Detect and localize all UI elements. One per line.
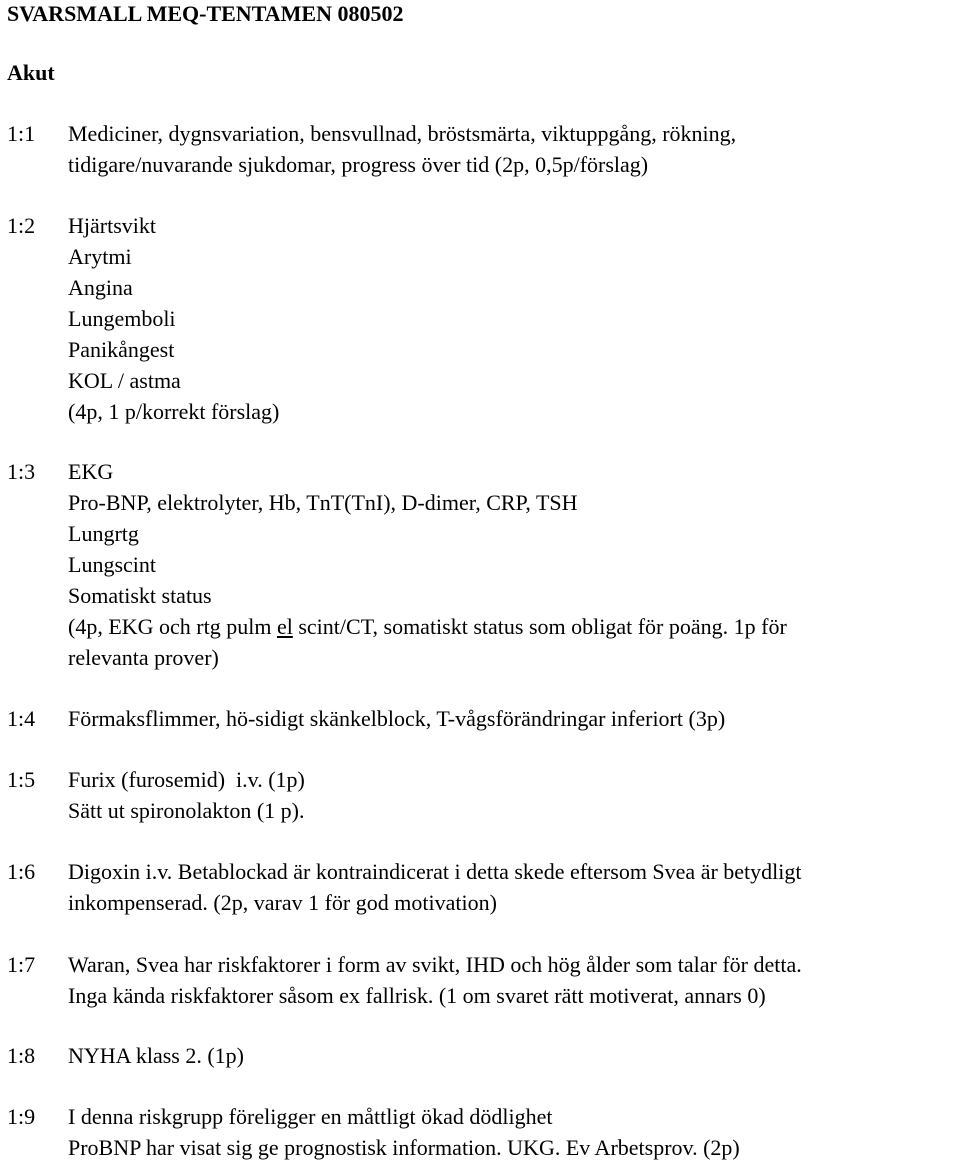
item-text <box>68 1101 960 1163</box>
item-line: inkompenserad. (2p, varav 1 för god motivation) <box>68 890 497 915</box>
item-number: 1:6 <box>7 859 36 884</box>
item-line: Panikångest <box>68 337 175 362</box>
item-number: 1:3 <box>7 459 36 484</box>
item-text <box>68 456 960 673</box>
item-line: Lungemboli <box>68 306 176 331</box>
item-text <box>68 703 960 734</box>
item-line: Inga kända riskfaktorer såsom ex fallrisk. (1 om svaret rätt motiverat, annars 0) <box>68 983 766 1008</box>
underlined-text: el <box>276 614 293 639</box>
document-title: SVARSMALL MEQ-TENTAMEN 080502 <box>7 1 404 26</box>
item-number: 1:9 <box>7 1104 36 1129</box>
item-text <box>68 1040 960 1071</box>
item-line: Furix (furosemid) i.v. (1p) <box>68 767 305 792</box>
item-line: relevanta prover) <box>68 645 219 670</box>
item-line: Somatiskt status <box>68 583 212 608</box>
item-text <box>68 949 960 1011</box>
item-line: Pro-BNP, elektrolyter, Hb, TnT(TnI), D-dimer, CRP, TSH <box>68 490 578 515</box>
item-text <box>68 118 960 180</box>
item-line: Förmaksflimmer, hö-sidigt skänkelblock, T-vågsförändringar inferiort (3p) <box>68 706 726 731</box>
item-line-with-underline <box>68 611 960 642</box>
item-line: Lungrtg <box>68 521 139 546</box>
item-line: Digoxin i.v. Betablockad är kontraindicerat i detta skede eftersom Svea är betydligt <box>68 859 802 884</box>
item-line: Lungscint <box>68 552 156 577</box>
item-text <box>68 856 960 918</box>
item-number: 1:1 <box>7 121 36 146</box>
item-number: 1:4 <box>7 706 36 731</box>
section-heading: Akut <box>7 60 55 85</box>
item-number: 1:7 <box>7 952 36 977</box>
item-line: NYHA klass 2. (1p) <box>68 1043 244 1068</box>
item-number: 1:8 <box>7 1043 36 1068</box>
item-line: Arytmi <box>68 244 132 269</box>
item-line: I denna riskgrupp föreligger en måttligt ökad dödlighet <box>68 1104 553 1129</box>
item-line: Waran, Svea har riskfaktorer i form av svikt, IHD och hög ålder som talar för detta. <box>68 952 802 977</box>
item-text <box>68 210 960 427</box>
item-line: Sätt ut spironolakton (1 p). <box>68 798 305 823</box>
text-fragment: (4p, EKG och rtg pulm <box>68 614 277 639</box>
item-line: tidigare/nuvarande sjukdomar, progress över tid (2p, 0,5p/förslag) <box>68 152 649 177</box>
item-text <box>68 764 960 826</box>
text-fragment: scint/CT, somatiskt status som obligat för poäng. 1p för <box>292 614 787 639</box>
item-line: Hjärtsvikt <box>68 213 156 238</box>
item-line: (4p, 1 p/korrekt förslag) <box>68 399 280 424</box>
item-number: 1:2 <box>7 213 36 238</box>
item-line: KOL / astma <box>68 368 181 393</box>
item-number: 1:5 <box>7 767 36 792</box>
item-line: ProBNP har visat sig ge prognostisk information. UKG. Ev Arbetsprov. (2p) <box>68 1135 740 1160</box>
item-line: EKG <box>68 459 114 484</box>
item-line: Angina <box>68 275 133 300</box>
item-line: Mediciner, dygnsvariation, bensvullnad, bröstsmärta, viktuppgång, rökning, <box>68 121 737 146</box>
